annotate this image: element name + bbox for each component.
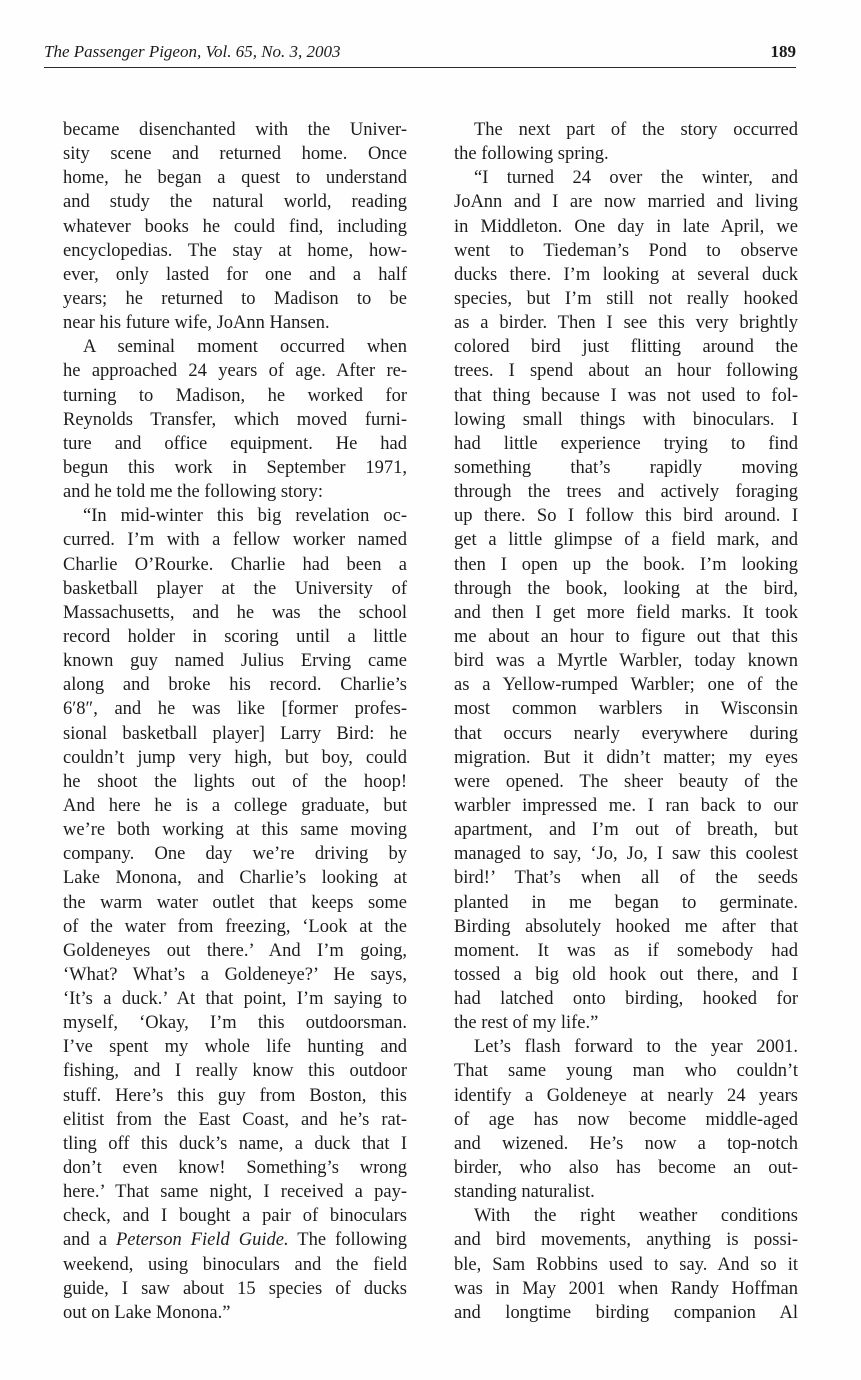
text-line: guide, I saw about 15 species of ducks (63, 1278, 407, 1299)
text-line: warbler impressed me. I ran back to our (454, 795, 798, 816)
text-line: A seminal moment occurred when (83, 337, 407, 358)
text-line: in Middleton. One day in late April, we (454, 216, 798, 237)
text-line: species, but I’m still not really hooked (454, 288, 798, 309)
text-line: That same young man who couldn’t (454, 1061, 798, 1082)
text-line: whatever books he could find, including (63, 216, 407, 237)
text-line: Massachusetts, and he was the school (63, 602, 407, 623)
text-line: here.’ That same night, I received a pay- (63, 1182, 407, 1203)
text-line: check, and I bought a pair of binoculars (63, 1206, 407, 1227)
text-line: sity scene and returned home. Once (63, 144, 407, 165)
text-line: migration. But it didn’t matter; my eyes (454, 747, 798, 768)
text-line: tling off this duck’s name, a duck that I (63, 1133, 407, 1154)
text-line: identify a Goldeneye at nearly 24 years (454, 1085, 798, 1106)
text-line: stuff. Here’s this guy from Boston, this (63, 1085, 407, 1106)
text-line: through the trees and actively foraging (454, 482, 798, 503)
text-line: Charlie O’Rourke. Charlie had been a (63, 554, 407, 575)
text-line: was in May 2001 when Randy Hoffman (454, 1278, 798, 1299)
text-line: the warm water outlet that keeps some (63, 892, 407, 913)
text-line: went to Tiedeman’s Pond to observe (454, 240, 798, 261)
text-line: I’ve spent my whole life hunting and (63, 1037, 407, 1058)
text-line: had latched onto birding, hooked for (454, 989, 798, 1010)
text-line: sional basketball player] Larry Bird: he (63, 723, 407, 744)
text-line: through the book, looking at the bird, (454, 578, 798, 599)
text-line: bird!’ That’s when all of the seeds (454, 868, 798, 889)
page-number: 189 (770, 42, 796, 61)
text-line: ‘What? What’s a Goldeneye?’ He says, (63, 964, 407, 985)
text-line: elitist from the East Coast, and he’s rat- (63, 1109, 407, 1130)
text-line: myself, ‘Okay, I’m this outdoorsman. (63, 1013, 407, 1034)
text-line: turning to Madison, he worked for (63, 385, 407, 406)
text-line: became disenchanted with the Univer- (63, 120, 407, 140)
text-line: planted in me began to germinate. (454, 892, 798, 913)
text-line: Let’s flash forward to the year 2001. (474, 1037, 798, 1058)
text-line: company. One day we’re driving by (63, 844, 407, 865)
text-line: ‘It’s a duck.’ At that point, I’m saying to (63, 989, 407, 1010)
text-line: couldn’t jump very high, but boy, could (63, 747, 407, 768)
text-line: and then I get more field marks. It took (454, 602, 798, 623)
text-line: moment. It was as if somebody had (454, 940, 798, 961)
text-line: fishing, and I really know this outdoor (63, 1061, 407, 1082)
text-line: he shoot the lights out of the hoop! (63, 771, 407, 792)
left-text-column (63, 118, 407, 1325)
text-line: weekend, using binoculars and the field (63, 1254, 407, 1275)
text-line: apartment, and I’m out of breath, but (454, 820, 798, 841)
text-line: up there. So I follow this bird around. I (454, 506, 798, 527)
text-line: lowing small things with binoculars. I (454, 409, 798, 430)
text-line: years; he returned to Madison to be (63, 288, 407, 309)
text-line: most common warblers in Wisconsin (454, 699, 798, 720)
text-line: don’t even know! Something’s wrong (63, 1158, 407, 1179)
text-line: as a Yellow-rumped Warbler; one of the (454, 675, 798, 696)
text-line: 6′8″, and he was like [former profes- (63, 699, 407, 720)
text-line: ducks there. I’m looking at several duck (454, 264, 798, 285)
text-line: And here he is a college graduate, but (63, 795, 407, 816)
text-line: encyclopedias. The stay at home, how- (63, 240, 407, 261)
text-line: trees. I spend about an hour following (454, 361, 798, 382)
header-rule (44, 67, 796, 68)
text-line: had little experience trying to find (454, 433, 798, 454)
text-line: he approached 24 years of age. After re- (63, 361, 407, 382)
running-header (44, 40, 796, 68)
text-line: The next part of the story occurred (474, 120, 798, 140)
text-line: ble, Sam Robbins used to say. And so it (454, 1254, 798, 1275)
text-line: record holder in scoring until a little (63, 626, 407, 647)
text-line: the rest of my life.” (454, 1013, 599, 1034)
text-line: ture and office equipment. He had (63, 433, 407, 454)
text-line: tossed a big old hook out there, and I (454, 964, 798, 985)
journal-citation: The Passenger Pigeon, Vol. 65, No. 3, 2003 (44, 42, 341, 61)
text-line: home, he began a quest to understand (63, 168, 407, 189)
text-line: Goldeneyes out there.’ And I’m going, (63, 940, 407, 961)
text-line: and a Peterson Field Guide. The following (63, 1230, 407, 1251)
text-line: of age has now become middle-aged (454, 1109, 798, 1130)
text-line: Lake Monona, and Charlie’s looking at (63, 868, 407, 889)
book-title-italic: Peterson Field Guide. (115, 1230, 289, 1251)
text-line: ever, only lasted for one and a half (63, 264, 407, 285)
text-line: me about an hour to figure out that this (454, 626, 798, 647)
text-line: bird was a Myrtle Warbler, today known (454, 651, 798, 672)
text-line: of the water from freezing, ‘Look at the (63, 916, 407, 937)
text-line: Reynolds Transfer, which moved furni- (63, 409, 407, 430)
text-line: we’re both working at this same moving (63, 820, 407, 841)
text-line: that occurs nearly everywhere during (454, 723, 798, 744)
text-line: birder, who also has become an out- (454, 1158, 798, 1179)
text-line: then I open up the book. I’m looking (454, 554, 798, 575)
text-line: along and broke his record. Charlie’s (63, 675, 407, 696)
text-line: Birding absolutely hooked me after that (454, 916, 798, 937)
text-line: JoAnn and I are now married and living (454, 192, 798, 213)
text-line: With the right weather conditions (474, 1206, 798, 1227)
text-line: managed to say, ‘Jo, Jo, I saw this coolest (454, 844, 798, 865)
text-line: and bird movements, anything is possi- (454, 1230, 798, 1251)
text-line: that thing because I was not used to fol- (454, 385, 798, 406)
text-line: colored bird just flitting around the (454, 337, 798, 358)
text-line: and wizened. He’s now a top-notch (454, 1133, 798, 1154)
text-line: “In mid-winter this big revelation oc- (83, 506, 407, 527)
text-line: as a birder. Then I see this very brightly (454, 313, 798, 334)
text-line: basketball player at the University of (63, 578, 407, 599)
text-line: the following spring. (454, 144, 609, 165)
text-line: near his future wife, JoAnn Hansen. (63, 313, 330, 334)
text-line: “I turned 24 over the winter, and (474, 168, 798, 189)
text-line: get a little glimpse of a field mark, and (454, 530, 798, 551)
text-line: curred. I’m with a fellow worker named (63, 530, 407, 551)
text-line: and he told me the following story: (63, 482, 323, 503)
text-line: something that’s rapidly moving (454, 457, 798, 478)
text-line: were opened. The sheer beauty of the (454, 771, 798, 792)
text-line: begun this work in September 1971, (63, 457, 407, 478)
text-line: out on Lake Monona.” (63, 1302, 231, 1323)
right-text-column (454, 118, 798, 1325)
text-line: standing naturalist. (454, 1182, 595, 1203)
text-line: known guy named Julius Erving came (63, 651, 407, 672)
text-line: and study the natural world, reading (63, 192, 407, 213)
text-line: and longtime birding companion Al (454, 1302, 798, 1323)
